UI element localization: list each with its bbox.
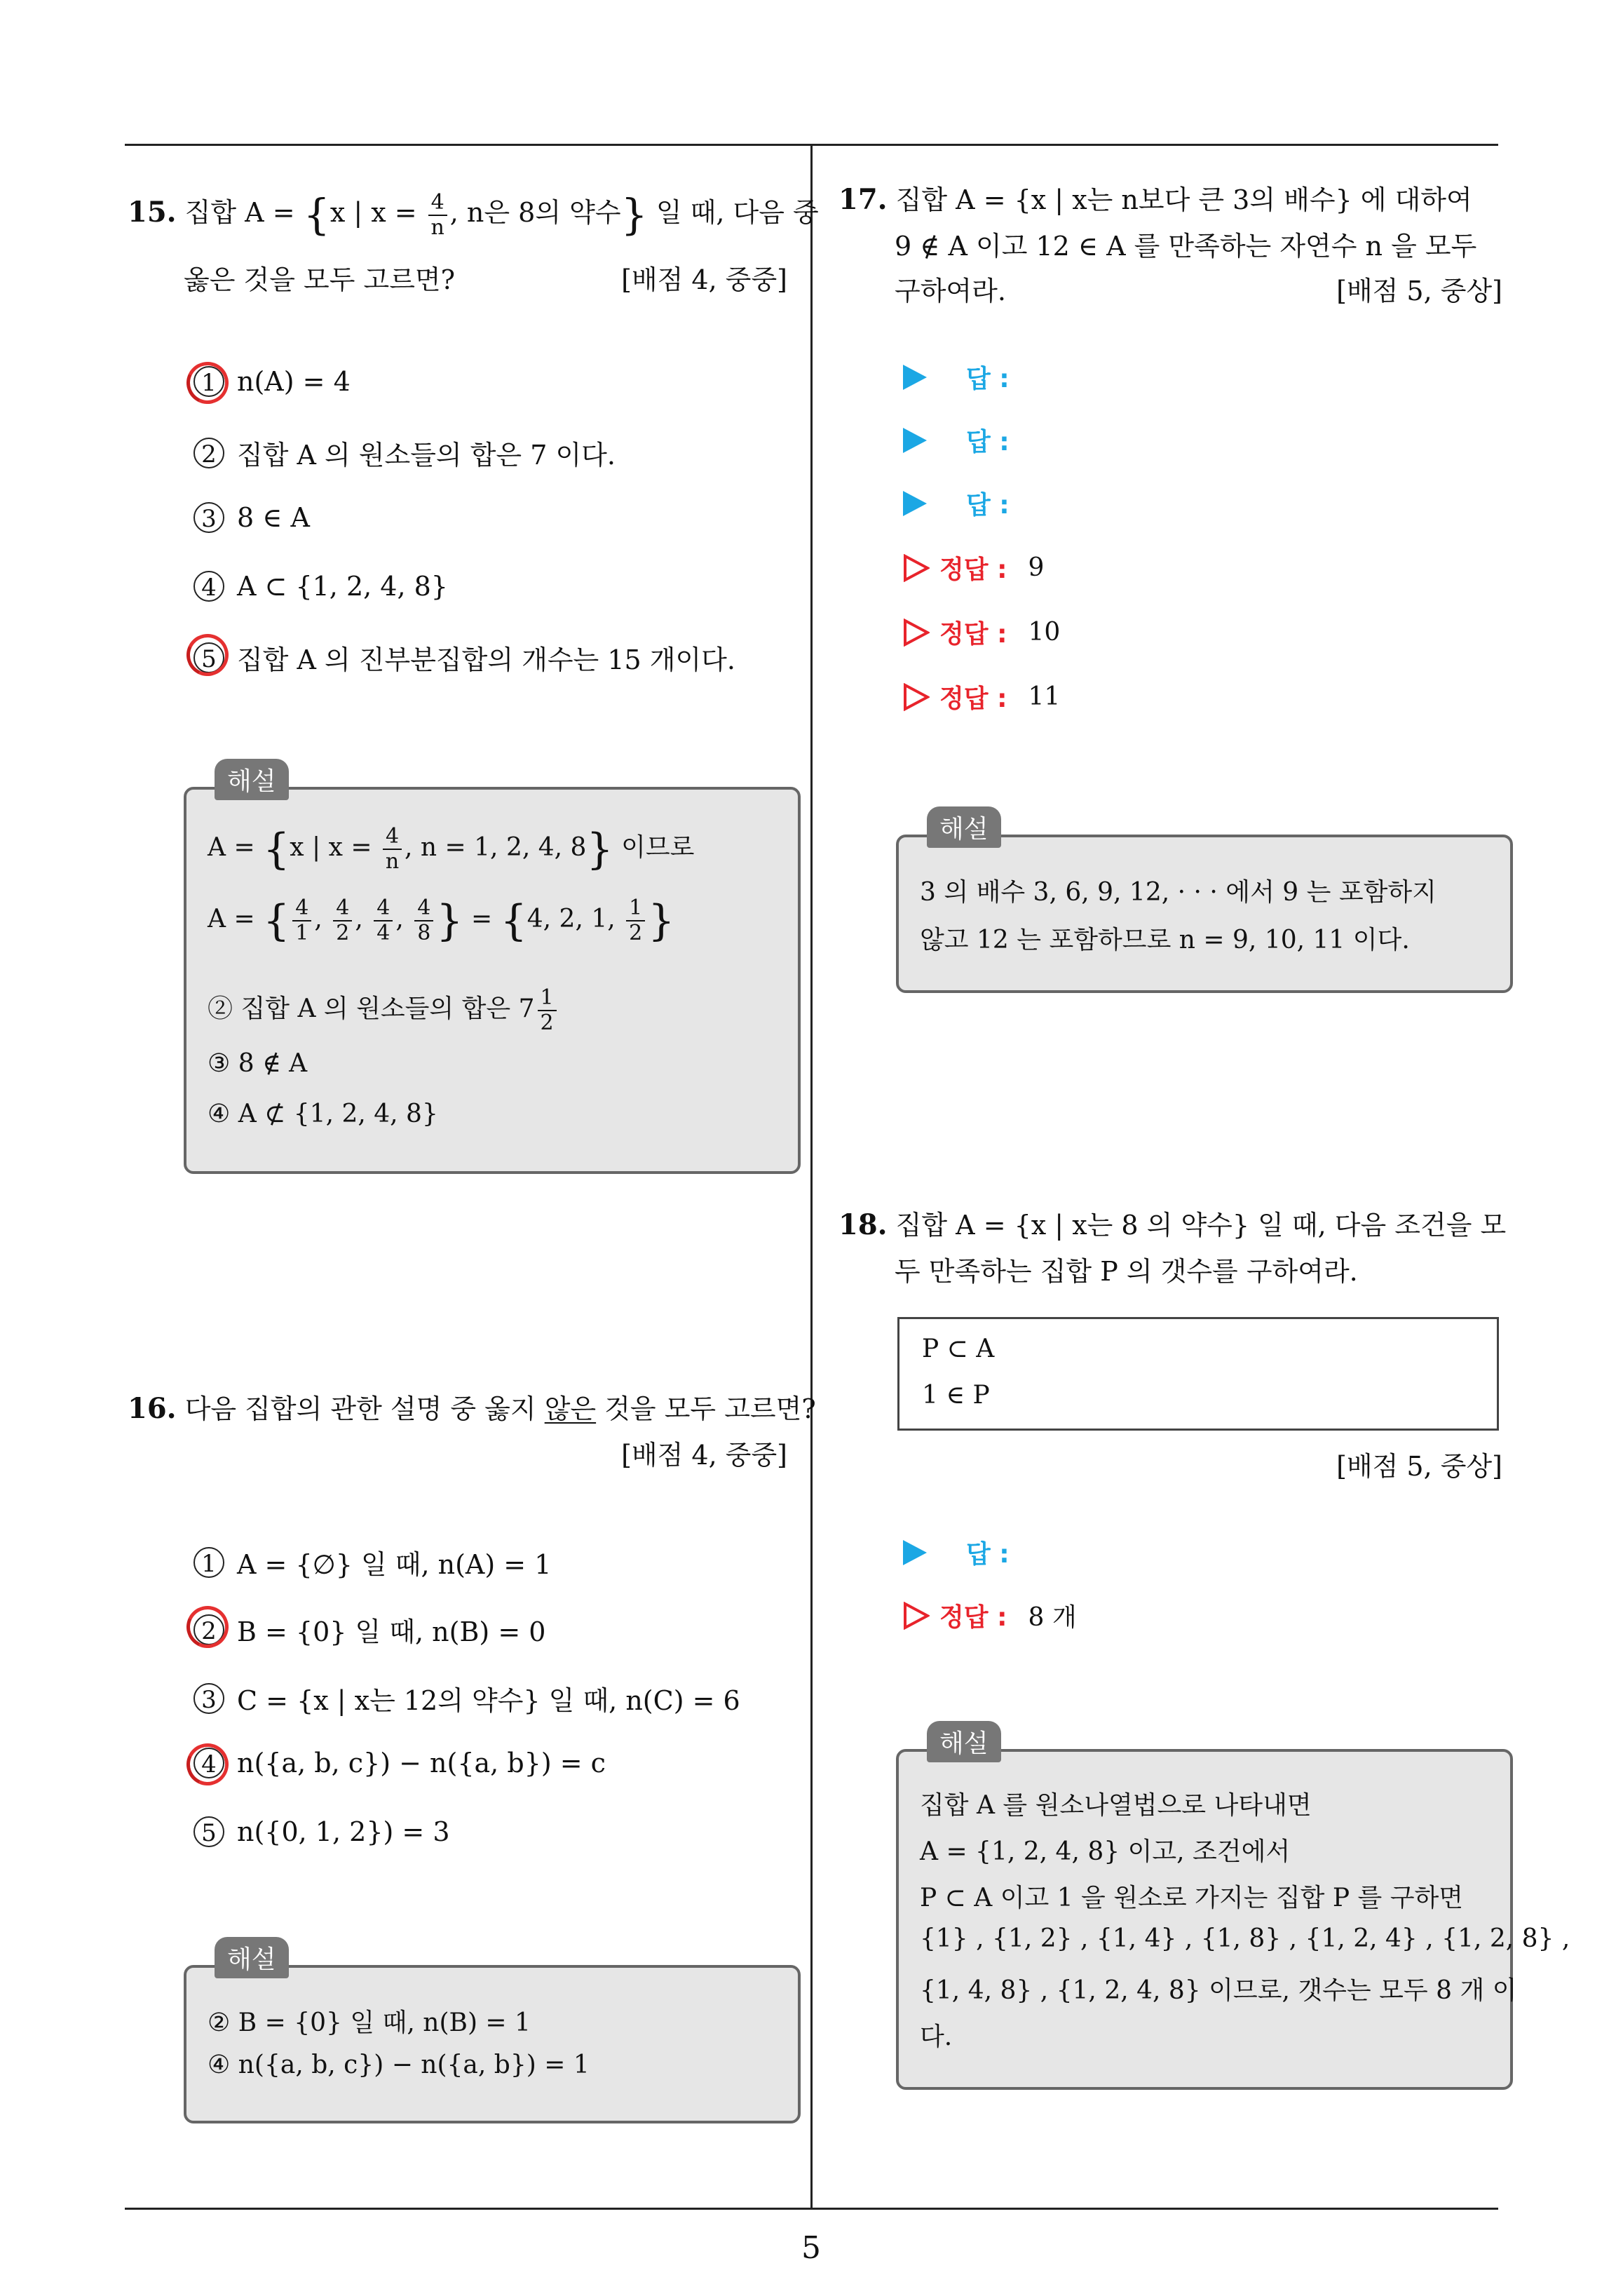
triangle-outline-icon <box>903 1602 930 1630</box>
q17-answer-3[interactable]: 답 : <box>903 485 1010 521</box>
triangle-outline-icon <box>903 619 930 647</box>
q15-stem-post: 일 때, 다음 중 <box>656 197 819 228</box>
q17-sol-line2: 않고 12 는 포함하므로 n = 9, 10, 11 이다. <box>920 926 1410 954</box>
q17-number: 17. <box>838 183 888 216</box>
q15-option-2[interactable]: 2 집합 A 의 원소들의 합은 7 이다. <box>193 433 616 472</box>
q18-number: 18. <box>838 1208 888 1241</box>
q15-sol-line4: ③ 8 ∉ A <box>208 1049 308 1078</box>
q17-correct-2: 정답 : 10 <box>903 614 1060 650</box>
q16-number: 16. <box>128 1392 177 1425</box>
q18-condition-box <box>897 1317 1499 1431</box>
q15-option-1[interactable]: 1 n(A) = 4 <box>193 366 351 397</box>
q18-sol-line3: P ⊂ A 이고 1 을 원소로 가지는 집합 P 를 구하면 <box>920 1884 1464 1912</box>
page-number: 5 <box>801 2230 821 2266</box>
q18-sol-line4: {1} , {1, 2} , {1, 4} , {1, 8} , {1, 2, 4} , {1, 2, 8} , <box>920 1924 1570 1953</box>
play-icon <box>903 1540 927 1565</box>
q15-stem: 15. 집합 A = {x | x = $\frac{4}{n}$ , n은 8의 약수} 일 때, 다음 중 <box>128 189 819 240</box>
q16-option-3[interactable]: 3 C = {x | x는 12의 약수} 일 때, n(C) = 6 <box>193 1679 740 1717</box>
q16-option-5[interactable]: 5 n({0, 1, 2}) = 3 <box>193 1816 450 1847</box>
q15-number: 15. <box>128 196 177 229</box>
q15-set-x: x | x = <box>330 197 417 228</box>
q16-solution-box <box>184 1945 801 2123</box>
q15-sol-line2: A = { $\frac{4}{1}$ , $\frac{4}{2}$ , $\frac{4}{4}$ , $\frac{4}{8}$ } = {4, 2, 1, $\frac{1}{2}$ } <box>208 896 675 945</box>
column-divider <box>810 145 813 2209</box>
q17-points: [배점 5, 중상] <box>1336 276 1502 306</box>
q18-sol-line5: {1, 4, 8} , {1, 2, 4, 8} 이므로, 갯수는 모두 8 개 이 <box>920 1976 1517 2005</box>
q15-set-rest: , n은 8의 약수 <box>449 197 621 228</box>
q18-solution-box <box>896 1729 1570 2090</box>
q17-answer-1[interactable]: 답 : <box>903 359 1010 395</box>
q15-option-5[interactable]: 5 집합 A 의 진부분집합의 개수는 15 개이다. <box>193 638 735 677</box>
q17-stem-line2: 9 ∉ A 이고 12 ∈ A 를 만족하는 자연수 n 을 모두 <box>895 231 1477 262</box>
q15-sol-line5: ④ A ⊄ {1, 2, 4, 8} <box>208 1100 438 1128</box>
q16-option-2[interactable]: 2 B = {0} 일 때, n(B) = 0 <box>193 1610 545 1649</box>
q15-option-4[interactable]: 4 A ⊂ {1, 2, 4, 8} <box>193 571 448 602</box>
q15-points: [배점 4, 중중] <box>621 264 787 295</box>
q17-stem-line3: 구하여라. <box>895 276 1006 306</box>
q15-sol-line1: A = {x | x = $\frac{4}{n}$ , n = 1, 2, 4, 8} 이므로 <box>208 824 695 874</box>
q16-sol-line2: ④ n({a, b, c}) − n({a, b}) = 1 <box>208 2051 590 2079</box>
q18-correct: 정답 : 8 개 <box>903 1598 1077 1633</box>
q16-underlined-word: 않은 <box>544 1393 597 1424</box>
q15-fraction: $\frac{4}{n}$ <box>428 191 447 240</box>
q17-stem: 17. 집합 A = {x | x는 n보다 큰 3의 배수} 에 대하여 <box>838 183 1472 216</box>
q16-stem: 16. 다음 집합의 관한 설명 중 옳지 않은 것을 모두 고르면? <box>128 1392 816 1425</box>
q15-solution-box <box>184 767 801 1174</box>
q16-sol-line1: ② B = {0} 일 때, n(B) = 1 <box>208 2008 531 2037</box>
bottom-rule <box>125 2208 1498 2210</box>
q18-answer[interactable]: 답 : <box>903 1534 1010 1570</box>
q18-stem: 18. 집합 A = {x | x는 8 의 약수} 일 때, 다음 조건을 모 <box>838 1208 1507 1241</box>
q18-points: [배점 5, 중상] <box>1336 1451 1502 1482</box>
play-icon <box>903 365 927 390</box>
q18-solution-label: 해설 <box>927 1721 1001 1762</box>
q17-answer-2[interactable]: 답 : <box>903 422 1010 458</box>
q17-correct-1: 정답 : 9 <box>903 550 1044 586</box>
triangle-outline-icon <box>903 554 930 582</box>
q18-condition-2: 1 ∈ P <box>922 1381 990 1410</box>
q15-selected-mark-1 <box>181 356 235 410</box>
triangle-outline-icon <box>903 683 930 711</box>
q16-option-4[interactable]: 4 n({a, b, c}) − n({a, b}) = c <box>193 1748 606 1778</box>
q15-stem-line2: 옳은 것을 모두 고르면? <box>184 264 455 295</box>
q16-selected-mark-4 <box>181 1738 235 1792</box>
q15-stem-pre: 집합 A = <box>184 197 295 228</box>
q16-points: [배점 4, 중중] <box>621 1440 787 1471</box>
q17-solution-label: 해설 <box>927 806 1001 848</box>
q18-condition-1: P ⊂ A <box>922 1335 995 1363</box>
q16-solution-label: 해설 <box>215 1937 289 1978</box>
play-icon <box>903 428 927 453</box>
q17-correct-3: 정답 : 11 <box>903 679 1060 715</box>
q16-option-1[interactable]: 1 A = {∅} 일 때, n(A) = 1 <box>193 1543 551 1581</box>
play-icon <box>903 491 927 516</box>
q17-solution-box <box>896 815 1513 993</box>
q18-sol-line1: 집합 A 를 원소나열법으로 나타내면 <box>920 1791 1312 1820</box>
q18-sol-line6: 다. <box>920 2022 953 2051</box>
q15-option-3[interactable]: 3 8 ∈ A <box>193 502 310 533</box>
q18-stem-line2: 두 만족하는 집합 P 의 갯수를 구하여라. <box>895 1256 1358 1287</box>
q15-solution-label: 해설 <box>215 759 289 800</box>
q17-sol-line1: 3 의 배수 3, 6, 9, 12, · · · 에서 9 는 포함하지 <box>920 878 1437 907</box>
q15-sol-line3: ② 집합 A 의 원소들의 합은 7 $\frac{1}{2}$ <box>208 986 559 1035</box>
q18-sol-line2: A = {1, 2, 4, 8} 이고, 조건에서 <box>920 1837 1291 1866</box>
